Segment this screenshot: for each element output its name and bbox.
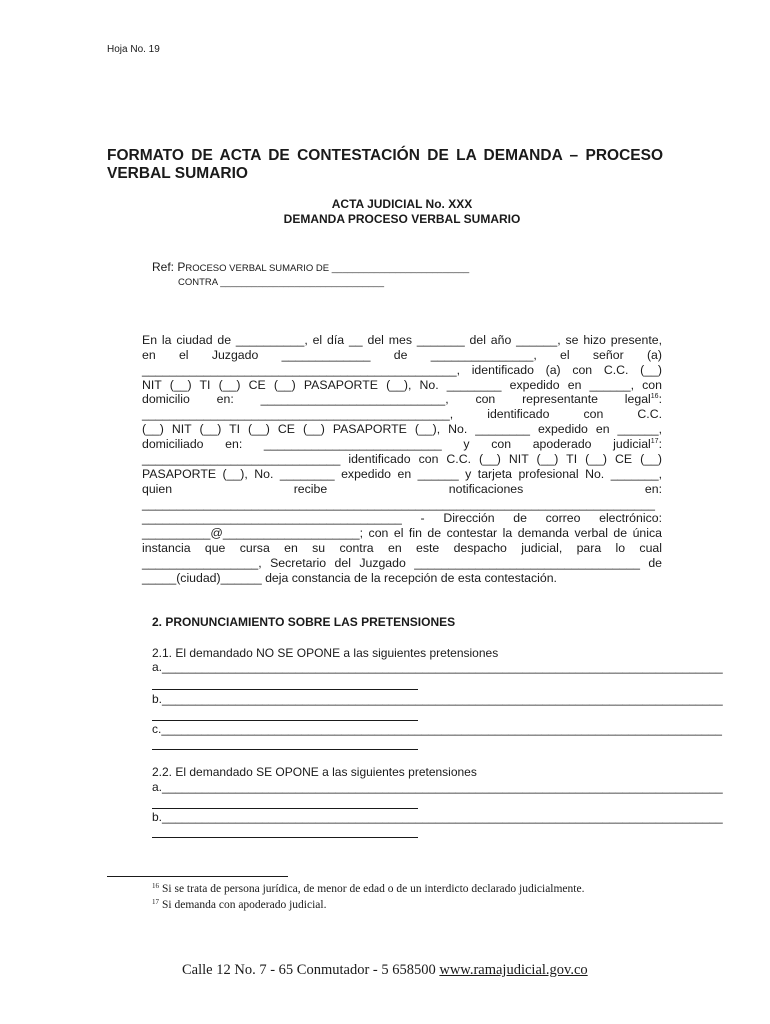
- acta-subtitle: DEMANDA PROCESO VERBAL SUMARIO: [283, 212, 521, 226]
- fill-line-short: [152, 807, 418, 809]
- footer-address: Calle 12 No. 7 - 65 Conmutador - 5 658500: [182, 962, 440, 978]
- body-line: _____________________________ identificado con C.C. (__) NIT (__) TI (__) CE (__): [142, 452, 662, 466]
- footnote-number: 16: [152, 882, 159, 890]
- body-line-text: domiciliado en: __________________________ y con apoderado judicial: [142, 437, 651, 451]
- subsection-si-opone: 2.2. El demandado SE OPONE a las siguientes pretensiones: [152, 765, 477, 779]
- page-footer: [182, 962, 588, 979]
- body-line: [142, 437, 662, 452]
- reference-process: ROCESO VERBAL SUMARIO DE __________________________: [185, 263, 470, 274]
- footnote-number: 17: [152, 898, 159, 906]
- body-line: _________________, Secretario del Juzgado _________________________________ de: [142, 556, 662, 570]
- subsection-no-opone: 2.1. El demandado NO SE OPONE a las siguientes pretensiones: [152, 646, 499, 660]
- fill-line: a.____________________________________________________________________________________: [152, 660, 723, 674]
- acta-number: ACTA JUDICIAL No. XXX: [331, 197, 473, 211]
- body-line: ______________________________________________, identificado (a) con C.C. (__): [142, 363, 662, 377]
- body-line: (__) NIT (__) TI (__) CE (__) PASAPORTE (__), No. ________ expedido en ______,: [142, 422, 662, 436]
- fill-line: c.____________________________________________________________________________________: [152, 722, 722, 736]
- body-line-text: domicilio en: ___________________________, con representante legal: [142, 392, 651, 406]
- fill-line-short: [152, 836, 418, 838]
- fill-line-short: [152, 748, 418, 750]
- section-heading: 2. PRONUNCIAMIENTO SOBRE LAS PRETENSIONES: [152, 615, 456, 629]
- footnote-16: [152, 883, 584, 895]
- document-title: FORMATO DE ACTA DE CONTESTACIÓN DE LA DEMANDA – PROCESO VERBAL SUMARIO: [107, 147, 663, 182]
- footnote-ref-16: 16: [650, 393, 659, 400]
- body-line: _____(ciudad)______ deja constancia de la recepción de esta contestación.: [142, 571, 557, 585]
- item-letter: a.: [152, 780, 163, 794]
- body-line: instancia que cursa en su contra en este despacho judicial, para lo cual: [142, 541, 662, 555]
- body-line: PASAPORTE (__), No. ________ expedido en ______ y tarjeta profesional No. _______,: [142, 467, 662, 481]
- footnote-ref-17: 17: [650, 438, 659, 445]
- item-letter: c.: [152, 722, 162, 736]
- item-letter: a.: [152, 660, 163, 674]
- fill-line: a.____________________________________________________________________________________: [152, 780, 723, 794]
- body-line: ___________________________________________________________________________: [142, 497, 655, 511]
- fill-line-short: [152, 688, 418, 690]
- body-line: _____________________________________________, identificado con C.C.: [142, 407, 662, 421]
- footnote-17: [152, 899, 326, 911]
- reference-prefix: Ref: P: [152, 260, 186, 274]
- footer-website-link[interactable]: www.ramajudicial.gov.co: [439, 962, 588, 978]
- body-line: ______________________________________ - Dirección de correo electrónico:: [142, 511, 662, 525]
- item-letter: b.: [152, 692, 163, 706]
- reference-line: [152, 260, 469, 274]
- fill-line: b.____________________________________________________________________________________: [152, 692, 723, 706]
- reference-contra: CONTRA _______________________________: [178, 277, 385, 288]
- body-line: [142, 392, 662, 407]
- footnote-divider: [107, 876, 288, 877]
- colon: :: [658, 392, 662, 406]
- colon: :: [658, 437, 662, 451]
- body-line: __________@____________________; con el fin de contestar la demanda verbal de única: [142, 526, 662, 540]
- body-line: quien recibe notificaciones en:: [142, 482, 662, 496]
- body-line: en el Juzgado _____________ de _______________, el señor (a): [142, 348, 662, 362]
- body-line: NIT (__) TI (__) CE (__) PASAPORTE (__), No. ________ expedido en ______, con: [142, 378, 662, 392]
- fill-line-short: [152, 719, 418, 721]
- footnote-text: Si demanda con apoderado judicial.: [162, 899, 327, 911]
- body-line: En la ciudad de __________, el día __ del mes _______ del año ______, se hizo presente,: [142, 333, 662, 347]
- sheet-label: Hoja No. 19: [107, 44, 160, 55]
- fill-line: b.____________________________________________________________________________________: [152, 810, 723, 824]
- item-letter: b.: [152, 810, 163, 824]
- footnote-text: Si se trata de persona jurídica, de menor de edad o de un interdicto declarado judicialmente.: [162, 883, 585, 895]
